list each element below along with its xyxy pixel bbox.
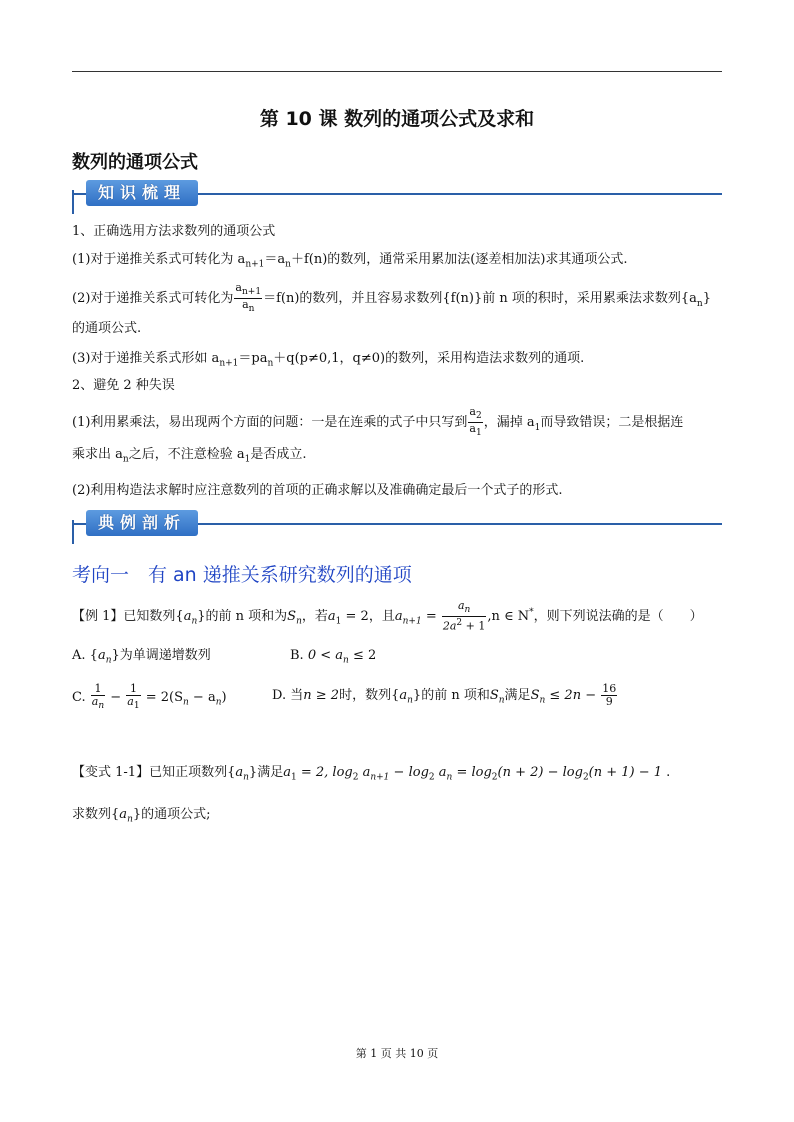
- banner-tag: 典例剖析: [86, 510, 198, 536]
- example1-stem: 【例 1】已知数列$\{a_n\}$的前 n 项和为$S_n$，若$a_1 = 2$，且$a_{n+1}$ = $\frac{a_n}{2a^2 + 1}$ ,n ∈ N*，则下列说法确的是（ ）: [72, 599, 703, 633]
- knowledge-p7: (1)利用累乘法，易出现两个方面的问题：一是在连乘的式子中只写到 $\frac{a_2}{a_1}$ ，漏掉 $a_1$而导致错误；二是根据连: [72, 405, 684, 439]
- fraction: $\frac{16}{9}$: [602, 682, 617, 708]
- section-title: 数列的通项公式: [72, 152, 198, 173]
- knowledge-p6: 2、避免 2 种失误: [72, 378, 175, 393]
- page-footer: 第 1 页 共 10 页: [355, 1047, 439, 1060]
- knowledge-p1: 1、正确选用方法求数列的通项公式: [72, 224, 276, 239]
- document-title: 第 10 课 数列的通项公式及求和: [259, 108, 535, 130]
- knowledge-p9: (2)利用构造法求解时应注意数列的首项的正确求解以及准确确定最后一个式子的形式.: [72, 483, 563, 498]
- knowledge-p8: 乘求出 $a_n$之后，不注意检验 $a_1$是否成立.: [72, 447, 307, 465]
- variant-stem: 【变式 1-1】已知正项数列$\{a_n\}$满足$a_1 = 2$, $\log_2 a_{n+1} - \log_2 a_n = \log_2(n + 2) - \log_2(n + 1) - 1$ .: [72, 765, 671, 783]
- variant-question: 求数列$\{a_n\}$的通项公式;: [72, 807, 211, 825]
- option-c[interactable]: C. $\frac{1}{a_n}$ − $\frac{1}{a_1}$ = $2(S_n - a_n)$: [72, 682, 227, 712]
- knowledge-p3: (2)对于递推关系式可转化为 $\frac{a_{n+1}}{a_n}$ ＝f(n)的数列，并且容易求数列{f(n)}前 n 项的积时，采用累乘法求数列$\{a_n\}$: [72, 281, 711, 315]
- banner-examples: [72, 510, 722, 540]
- fraction: $\frac{a_{n+1}}{a_n}$: [235, 281, 262, 315]
- option-a[interactable]: A. $\{a_n\}$为单调递增数列: [72, 648, 211, 666]
- option-b[interactable]: B. $0 < a_n \le 2$: [290, 648, 377, 666]
- header-rule: [72, 71, 722, 72]
- option-d[interactable]: D. 当n ≥ 2时，数列$\{a_n\}$的前 n 项和$S_n$满足$S_n \le 2n$ − $\frac{16}{9}$: [272, 682, 617, 708]
- banner-knowledge: [72, 180, 722, 210]
- fraction: $\frac{1}{a_n}$: [91, 682, 105, 712]
- knowledge-p5: (3)对于递推关系式形如 $a_{n+1}=pa_n+q(p\ne 0,1$，q≠0)的数列，采用构造法求数列的通项.: [72, 351, 585, 369]
- knowledge-p4: 的通项公式.: [72, 321, 142, 336]
- fraction: $\frac{a_n}{2a^2 + 1}$: [442, 599, 486, 633]
- banner-tag: 知识梳理: [86, 180, 198, 206]
- knowledge-p2: (1)对于递推关系式可转化为 $a_{n+1}=a_n+f(n)$的数列，通常采用累加法(逐差相加法)求其通项公式.: [72, 252, 628, 270]
- kaoxiang-heading: 考向一 有 an 递推关系研究数列的通项: [72, 564, 412, 586]
- fraction: $\frac{a_2}{a_1}$: [469, 405, 482, 439]
- fraction: $\frac{1}{a_1}$: [127, 682, 140, 712]
